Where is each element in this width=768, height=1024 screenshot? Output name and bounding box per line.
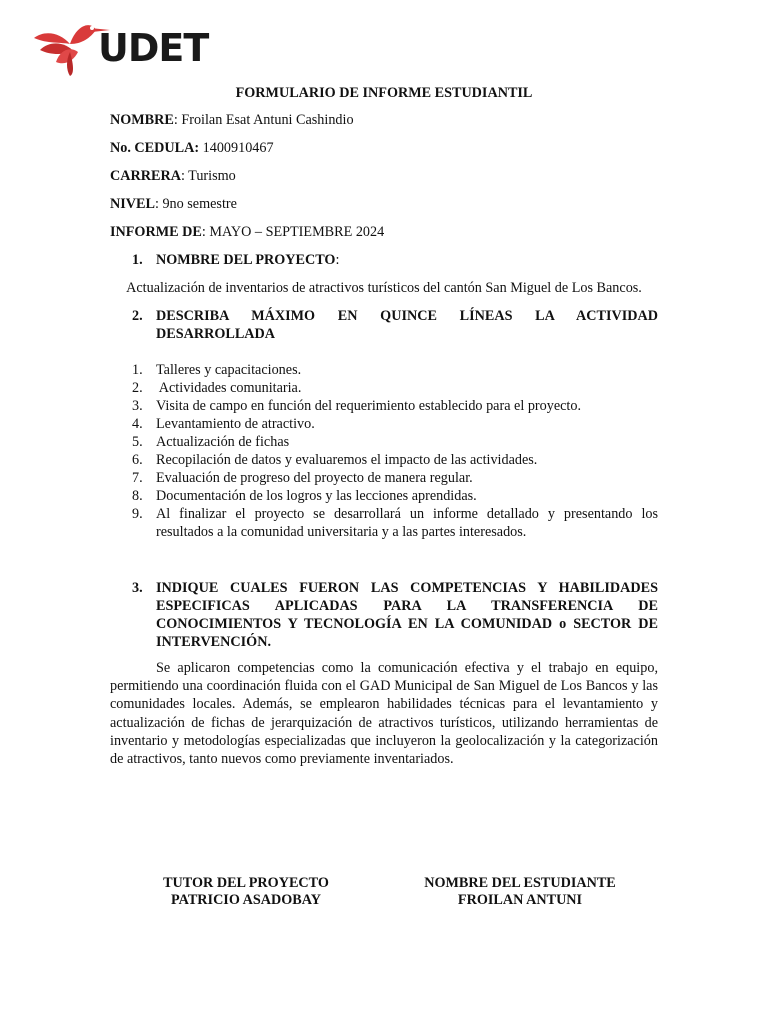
list-item	[110, 415, 658, 433]
field-label: INFORME DE	[110, 224, 202, 240]
competencies-paragraph: Se aplicaron competencias como la comunicación efectiva y el trabajo en equipo, permitiendo una coordinación fluida con el GAD Municipal de San Miguel de Los Bancos y las comunidades locales. Además, se emplearon habilidades técnicas para el levantamiento y actualización de fichas de jerarquización de atractivos turísticos, utilizando herramientas de inventario y metodologías especializadas que incluyeron la geolocalización y la categorización de atractivos, tanto nuevos como previamente inventariados.	[110, 660, 658, 768]
field-value: 9no semestre	[162, 196, 237, 212]
form-title: FORMULARIO DE INFORME ESTUDIANTIL	[235, 85, 533, 101]
field-label: NIVEL	[110, 196, 155, 212]
section-number: 2.	[132, 308, 143, 324]
section-3-heading	[110, 579, 658, 651]
student-name: FROILAN ANTUNI	[457, 892, 583, 908]
item-number: 2.	[132, 380, 143, 396]
section-2-heading	[110, 307, 658, 343]
list-item	[110, 397, 658, 415]
list-item	[110, 487, 658, 505]
item-text: Talleres y capacitaciones.	[156, 362, 302, 378]
field-value: Turismo	[188, 168, 236, 184]
item-text: Evaluación de progreso del proyecto de manera regular.	[156, 470, 473, 486]
list-item	[110, 433, 658, 451]
item-number: 6.	[132, 452, 143, 468]
list-item	[110, 451, 658, 469]
section-number: 1.	[132, 252, 143, 268]
item-text: Actividades comunitaria.	[156, 380, 302, 396]
field-cedula	[110, 139, 658, 157]
item-text: Al finalizar el proyecto se desarrollará un informe detallado y presentando los resultados a la comunidad universitaria y a las partes interesados.	[156, 506, 658, 540]
field-sep: :	[180, 168, 189, 184]
item-number: 7.	[132, 470, 143, 486]
field-nivel	[110, 195, 658, 213]
item-text: Levantamiento de atractivo.	[156, 416, 315, 432]
udet-logo	[30, 16, 220, 80]
logo-wordmark: UDET	[98, 26, 209, 70]
list-item	[110, 379, 658, 397]
section-1-heading	[110, 251, 658, 269]
section-title: INDIQUE CUALES FUERON LAS COMPETENCIAS Y HABILIDADES ESPECIFICAS APLICADAS PARA LA TRANSFERENCIA DE CONOCIMIENTOS Y TECNOLOGÍA EN LA COMUNIDAD o SECTOR DE INTERVENCIÓN.	[156, 580, 658, 650]
item-text: Recopilación de datos y evaluaremos el impacto de las actividades.	[156, 452, 538, 468]
item-number: 8.	[132, 488, 143, 504]
field-sep: :	[201, 224, 210, 240]
section-title: DESCRIBA MÁXIMO EN QUINCE LÍNEAS LA ACTIVIDAD DESARROLLADA	[156, 308, 658, 342]
list-item	[110, 469, 658, 487]
activities-list	[110, 361, 658, 541]
field-carrera	[110, 167, 658, 185]
tutor-role: TUTOR DEL PROYECTO	[163, 875, 329, 891]
item-number: 1.	[132, 362, 143, 378]
field-nombre	[110, 111, 658, 129]
list-item	[110, 505, 658, 541]
field-label: CARRERA	[110, 168, 181, 184]
list-item	[110, 361, 658, 379]
signatures	[110, 875, 658, 909]
item-number: 4.	[132, 416, 143, 432]
field-informe-de	[110, 223, 658, 241]
report-form	[110, 84, 658, 768]
field-value: 1400910467	[202, 140, 274, 156]
field-sep: :	[173, 112, 182, 128]
item-text: Documentación de los logros y las lecciones aprendidas.	[156, 488, 477, 504]
project-description: Actualización de inventarios de atractivos turísticos del cantón San Miguel de Los Bancos.	[126, 280, 642, 296]
field-value: MAYO – SEPTIEMBRE 2024	[209, 224, 385, 240]
tutor-name: PATRICIO ASADOBAY	[171, 892, 321, 908]
field-value: Froilan Esat Antuni Cashindio	[181, 112, 354, 128]
section-colon: :	[335, 252, 340, 268]
student-role: NOMBRE DEL ESTUDIANTE	[424, 875, 616, 891]
item-number: 3.	[132, 398, 143, 414]
student-signature	[382, 875, 658, 909]
item-number: 9.	[132, 506, 143, 522]
field-label: No. CEDULA:	[110, 140, 200, 156]
item-text: Actualización de fichas	[156, 434, 290, 450]
section-title: NOMBRE DEL PROYECTO	[156, 252, 336, 268]
item-number: 5.	[132, 434, 143, 450]
section-number: 3.	[132, 580, 143, 596]
tutor-signature	[110, 875, 382, 909]
field-sep: :	[154, 196, 163, 212]
item-text: Visita de campo en función del requerimiento establecido para el proyecto.	[156, 398, 582, 414]
field-label: NOMBRE	[110, 112, 174, 128]
